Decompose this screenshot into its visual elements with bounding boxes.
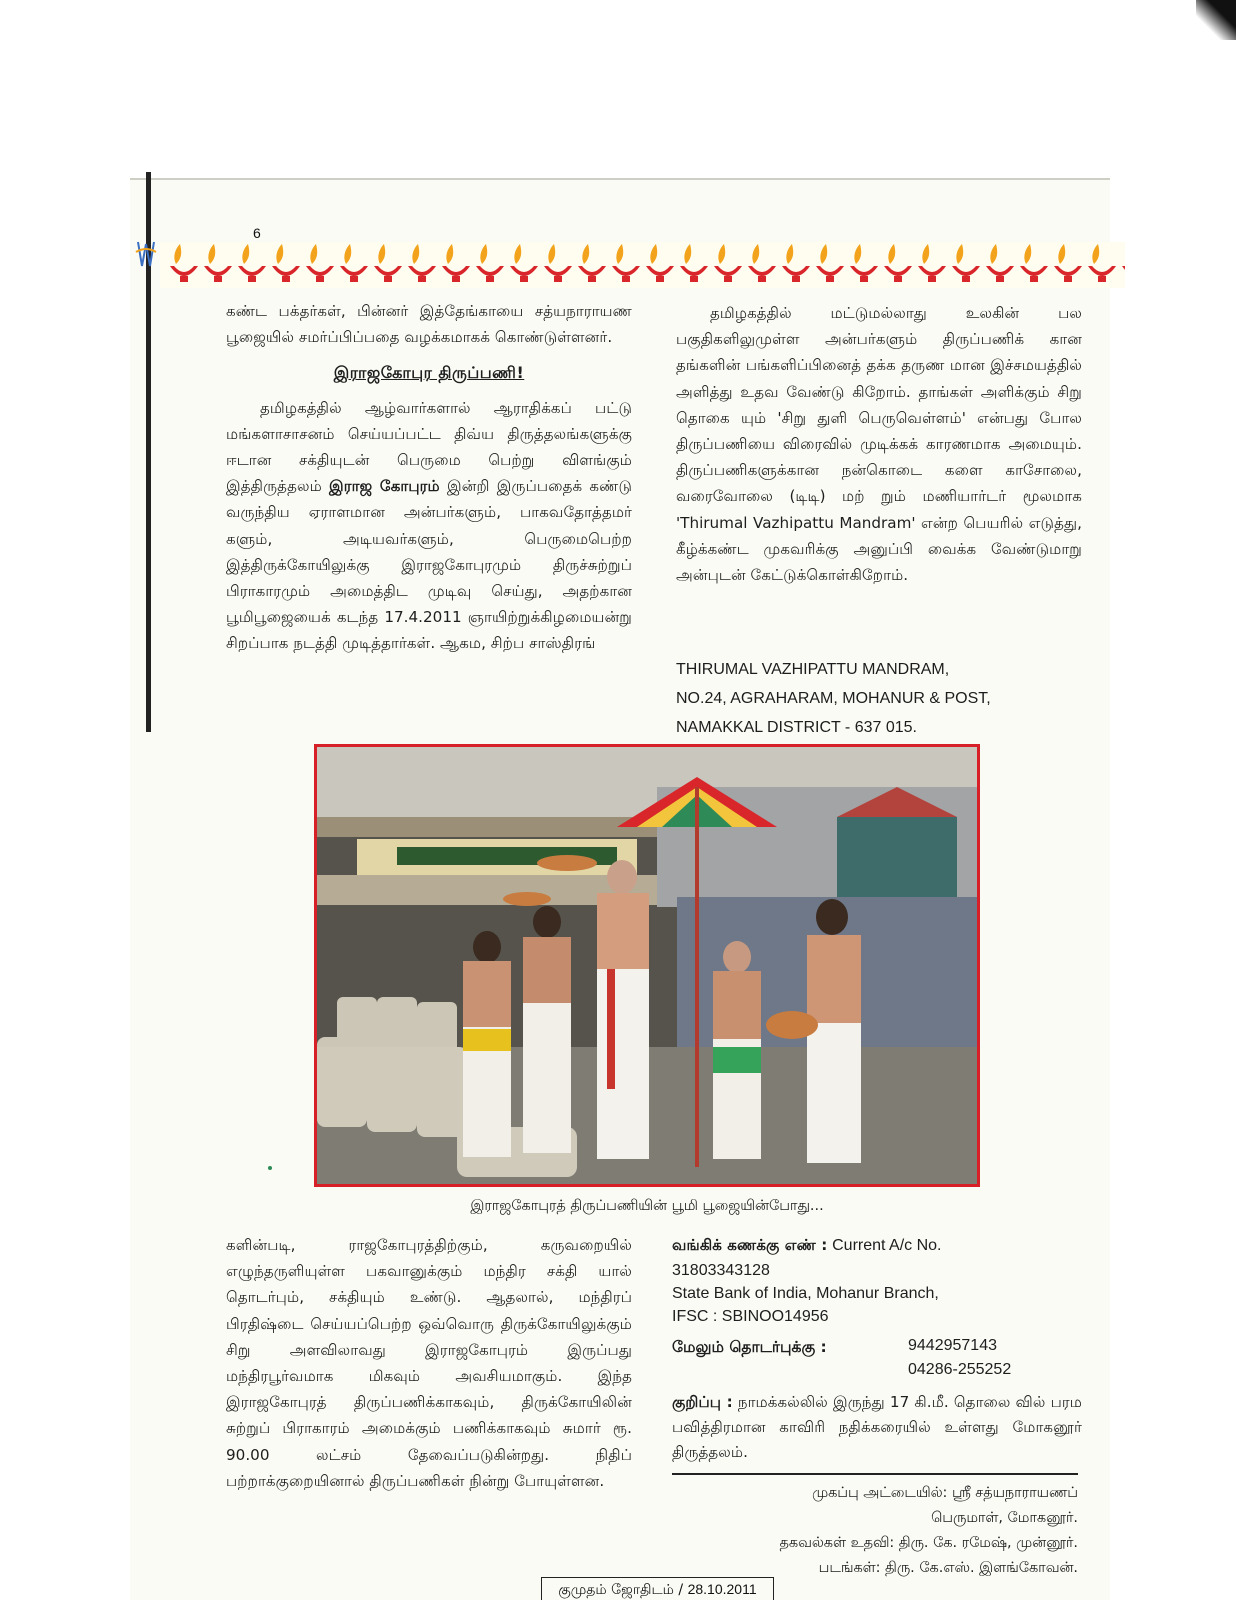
ceremony-photo-illustration — [317, 747, 977, 1184]
donation-details — [672, 1232, 1082, 1465]
footer-magazine-tag — [541, 1577, 774, 1600]
ifsc-code: IFSC : SBINOO14956 — [672, 1308, 829, 1326]
credits-block — [672, 1481, 1078, 1581]
main-paragraph-bold: இராஜ கோபுரம் — [329, 477, 440, 496]
bank-account-block — [672, 1232, 1082, 1328]
magazine-name: குமுதம் ஜோதிடம் — [558, 1582, 674, 1598]
phone-number-1: 9442957143 — [908, 1337, 997, 1355]
photo-caption: இராஜகோபுரத் திருப்பணியின் பூமி பூஜையின்போது... — [470, 1198, 824, 1214]
postal-address — [676, 655, 1076, 742]
info-credit: தகவல்கள் உதவி: திரு. கே. ரமேஷ், முன்னூர். — [779, 1535, 1078, 1551]
address-line-2: NO.24, AGRAHARAM, MOHANUR & POST, — [676, 690, 991, 707]
article-column-left-bottom — [226, 1232, 632, 1494]
side-ornament-icon — [134, 236, 158, 272]
main-paragraph — [226, 395, 632, 657]
bank-account-label: வங்கிக் கணக்கு எண் : — [672, 1236, 828, 1254]
bank-name: State Bank of India, Mohanur Branch, — [672, 1285, 939, 1303]
cover-credit-line-1: முகப்பு அட்டையில்: ஸ்ரீ சத்யநாராயணப் — [812, 1485, 1078, 1501]
scan-corner-shadow — [1196, 0, 1236, 40]
page-number: 6 — [253, 225, 261, 241]
oil-lamp-border — [160, 242, 1125, 288]
phone-number-2: 04286-255252 — [908, 1361, 1012, 1379]
speck-mark — [268, 1166, 272, 1170]
issue-date: 28.10.2011 — [687, 1581, 757, 1597]
note-text: நாமக்கல்லில் இருந்து 17 கி.மீ. தொலை வில் பரம பவித்திரமான காவிரி நதிக்கரையில் உள்ளது மோகனூர் திருத்தலம். — [672, 1393, 1082, 1462]
account-number: 31803343128 — [672, 1262, 770, 1280]
intro-paragraph: கண்ட பக்தர்கள், பின்னர் இத்தேங்காயை சத்யநாராயண பூஜையில் சமர்ப்பிப்பதை வழக்கமாகக் கொண்டுள்ளனர். — [226, 302, 632, 347]
ceremony-photo — [314, 744, 980, 1187]
address-line-1: THIRUMAL VAZHIPATTU MANDRAM, — [676, 661, 950, 678]
credits-divider — [672, 1473, 1078, 1475]
contact-block — [672, 1334, 1082, 1382]
footer-separator: / — [678, 1582, 684, 1598]
account-type: Current A/c No. — [832, 1237, 942, 1254]
contact-label: மேலும் தொடர்புக்கு : — [672, 1338, 827, 1357]
article-column-right-top — [676, 300, 1082, 588]
note-label: குறிப்பு : — [672, 1393, 733, 1412]
note-block — [672, 1390, 1082, 1465]
section-heading: இராஜகோபுர திருப்பணி! — [333, 363, 525, 383]
main-paragraph-part-b: இன்றி இருப்பதைக் கண்டு வருந்திய ஏராளமான அன்பர்களும், பாகவதோத்தமர் களும், அடியவர்களும், பெருமைபெற்ற இத்திருக்கோயிலுக்கு இராஜகோபுரமும் திருச்சுற்றுப் பிராகாரமும் அமைத்திட முடிவு செய்து, அதற்கான பூமிபூஜையைக் கடந்த 17.4.2011 ஞாயிற்றுக்கிழமையன்று சிறப்பாக நடத்தி முடித்தார்கள். ஆகம, சிற்ப சாஸ்திரங் — [226, 477, 633, 653]
photo-credit: படங்கள்: திரு. கே.எஸ். இளங்கோவன். — [818, 1560, 1078, 1576]
continuation-paragraph: களின்படி, ராஜகோபுரத்திற்கும், கருவறையில் எழுந்தருளியுள்ள பகவானுக்கும் மந்திர சக்தி யால் தொடர்பும், சக்தியும் உண்டு. ஆதலால், மந்திரப் பிரதிஷ்டை செய்யப்பெற்ற ஒவ்வொரு திருக்கோயிலுக்கும் சிறு அளவிலாவது இராஜகோபுரம் இருப்பது மந்திரபூர்வமாக மிகவும் அவசியமாகும். இந்த இராஜகோபுரத் திருப்பணிக்காகவும், திருக்கோயிலின் சுற்றுப் பிராகாரம் அமைக்கும் பணிக்காகவும் சுமார் ரூ. 90.00 லட்சம் தேவைப்படுகின்றது. நிதிப் பற்றாக்குறையினால் திருப்பணிகள் நின்று போயுள்ளன. — [226, 1236, 632, 1490]
address-line-3: NAMAKKAL DISTRICT - 637 015. — [676, 719, 917, 736]
appeal-paragraph: தமிழகத்தில் மட்டுமல்லாது உலகின் பல பகுதிகளிலுமுள்ள அன்பர்களும் திருப்பணிக் கான தங்களின் பங்களிப்பினைத் தக்க தருண மான இச்சமயத்தில் அளித்து உதவ வேண்டு கிறோம். தாங்கள் அளிக்கும் சிறு தொகை யும் 'சிறு துளி பெருவெள்ளம்' என்பது போல திருப்பணியை விரைவில் முடிக்கக் காரணமாக அமையும். திருப்பணிகளுக்கான நன்கொடை களை காசோலை, வரைவோலை (டிடி) மற் றும் மணியார்டர் மூலமாக 'Thirumal Vazhipattu Mandram' என்ற பெயரில் எடுத்து, கீழ்க்கண்ட முகவரிக்கு அனுப்பி வைக்க வேண்டுமாறு அன்புடன் கேட்டுக்கொள்கிறோம். — [676, 304, 1082, 585]
main-paragraph-part-a: தமிழகத்தில் ஆழ்வார்களால் ஆராதிக்கப் பட்டு மங்களாசாசனம் செய்யப்பட்ட திவ்ய திருத்தலங்களுக்கு ஈடான சக்தியுடன் பெருமை பெற்று விளங்கும் இத்திருத்தலம் — [226, 398, 632, 496]
cover-credit-line-2: பெருமாள், மோகனூர். — [931, 1510, 1078, 1526]
article-column-left-top — [226, 298, 632, 657]
